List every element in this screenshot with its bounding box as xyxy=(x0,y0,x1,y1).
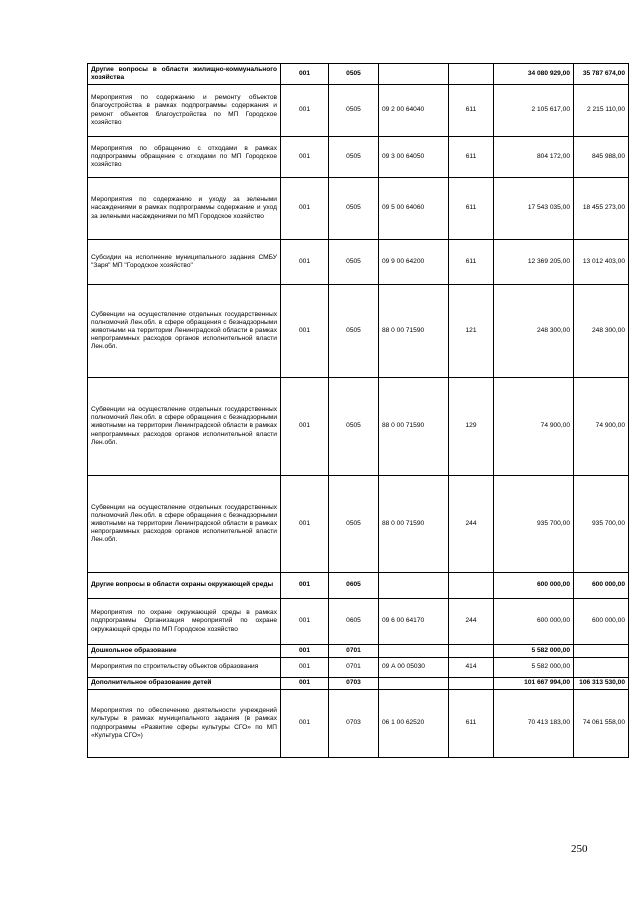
row-amount-1-cell: 5 582 000,00 xyxy=(494,645,574,658)
row-amount-1-cell: 74 900,00 xyxy=(494,378,574,476)
row-amount-1-cell: 34 080 929,00 xyxy=(494,64,574,85)
table-row xyxy=(88,178,629,240)
table-row xyxy=(88,645,629,658)
table-row xyxy=(88,599,629,645)
table-row xyxy=(88,85,629,137)
row-name-cell: Дошкольное образование xyxy=(88,645,281,658)
row-admin-code-cell: 001 xyxy=(281,64,329,85)
row-amount-1-cell: 101 667 994,00 xyxy=(494,678,574,690)
row-admin-code-cell: 001 xyxy=(281,678,329,690)
row-name-cell: Субвенции на осуществление отдельных государственных полномочий Лен.обл. в сфере обращения с безнадзорными животными на территории Ленинградской области в рамках непрограммных расходов органов исполнительной власти Лен.обл. xyxy=(88,476,281,573)
row-name-cell: Субвенции на осуществление отдельных государственных полномочий Лен.обл. в сфере обращения с безнадзорными животными на территории Ленинградской области в рамках непрограммных расходов органов исполнительной власти Лен.обл. xyxy=(88,378,281,476)
row-amount-1-cell: 5 582 000,00 xyxy=(494,658,574,678)
row-admin-code-cell: 001 xyxy=(281,573,329,599)
row-section-code-cell: 0703 xyxy=(329,690,379,758)
row-amount-1-cell: 12 369 205,00 xyxy=(494,240,574,285)
row-target-code-cell: 09 А 00 05030 xyxy=(379,658,449,678)
row-name-cell: Мероприятия по содержанию и ремонту объектов благоустройства в рамках подпрограммы содержания и ремонт объектов благоустройства по МП Городское хозяйство xyxy=(88,85,281,137)
row-admin-code-cell: 001 xyxy=(281,378,329,476)
table-row xyxy=(88,64,629,85)
row-expense-type-cell: 244 xyxy=(449,599,494,645)
row-target-code-cell: 88 0 00 71590 xyxy=(379,285,449,378)
budget-table xyxy=(87,63,629,758)
row-name-cell: Мероприятия по охране окружающей среды в рамках подпрограммы Организация мероприятий по охране окружающей среды по МП Городское хозяйство xyxy=(88,599,281,645)
row-target-code-cell: 88 0 00 71590 xyxy=(379,476,449,573)
row-amount-2-cell: 600 000,00 xyxy=(574,599,629,645)
row-amount-2-cell: 248 300,00 xyxy=(574,285,629,378)
row-section-code-cell: 0701 xyxy=(329,645,379,658)
row-section-code-cell: 0505 xyxy=(329,137,379,178)
table-row xyxy=(88,378,629,476)
table-row xyxy=(88,285,629,378)
row-amount-1-cell: 600 000,00 xyxy=(494,599,574,645)
row-amount-1-cell: 248 300,00 xyxy=(494,285,574,378)
row-target-code-cell xyxy=(379,678,449,690)
table-row xyxy=(88,573,629,599)
row-admin-code-cell: 001 xyxy=(281,645,329,658)
table-row xyxy=(88,240,629,285)
row-target-code-cell: 09 3 00 64050 xyxy=(379,137,449,178)
row-expense-type-cell: 121 xyxy=(449,285,494,378)
row-expense-type-cell: 244 xyxy=(449,476,494,573)
row-name-cell: Субсидии на исполнение муниципального задания СМБУ "Заря" МП "Городское хозяйство" xyxy=(88,240,281,285)
row-admin-code-cell: 001 xyxy=(281,85,329,137)
row-section-code-cell: 0505 xyxy=(329,476,379,573)
row-name-cell: Другие вопросы в области охраны окружающей среды xyxy=(88,573,281,599)
row-amount-1-cell: 70 413 183,00 xyxy=(494,690,574,758)
table-row xyxy=(88,476,629,573)
row-name-cell: Мероприятия по строительству объектов образования xyxy=(88,658,281,678)
row-amount-2-cell: 35 787 674,00 xyxy=(574,64,629,85)
row-expense-type-cell: 129 xyxy=(449,378,494,476)
row-amount-2-cell: 106 313 530,00 xyxy=(574,678,629,690)
row-section-code-cell: 0505 xyxy=(329,64,379,85)
row-name-cell: Мероприятия по обращению с отходами в рамках подпрограммы обращение с отходами по МП Городское хозяйство xyxy=(88,137,281,178)
row-amount-1-cell: 2 105 617,00 xyxy=(494,85,574,137)
row-expense-type-cell xyxy=(449,678,494,690)
row-name-cell: Дополнительное образование детей xyxy=(88,678,281,690)
row-expense-type-cell xyxy=(449,573,494,599)
row-target-code-cell xyxy=(379,64,449,85)
row-name-cell: Другие вопросы в области жилищно-коммунального хозяйства xyxy=(88,64,281,85)
row-admin-code-cell: 001 xyxy=(281,599,329,645)
row-expense-type-cell: 611 xyxy=(449,178,494,240)
page-number: 250 xyxy=(571,843,588,855)
row-amount-2-cell: 845 988,00 xyxy=(574,137,629,178)
row-target-code-cell: 09 2 00 64040 xyxy=(379,85,449,137)
row-admin-code-cell: 001 xyxy=(281,178,329,240)
row-expense-type-cell: 611 xyxy=(449,690,494,758)
row-amount-2-cell: 74 900,00 xyxy=(574,378,629,476)
row-amount-1-cell: 935 700,00 xyxy=(494,476,574,573)
row-target-code-cell xyxy=(379,573,449,599)
row-section-code-cell: 0505 xyxy=(329,285,379,378)
row-section-code-cell: 0701 xyxy=(329,658,379,678)
row-amount-2-cell xyxy=(574,658,629,678)
table-row xyxy=(88,658,629,678)
row-admin-code-cell: 001 xyxy=(281,690,329,758)
row-target-code-cell: 06 1 00 62520 xyxy=(379,690,449,758)
row-name-cell: Мероприятия по содержанию и уходу за зелеными насаждениями в рамках подпрограммы содержание и уход за зелеными насаждениями по МП Городское хозяйство xyxy=(88,178,281,240)
row-expense-type-cell: 611 xyxy=(449,85,494,137)
row-amount-2-cell: 74 061 558,00 xyxy=(574,690,629,758)
row-expense-type-cell: 611 xyxy=(449,240,494,285)
row-section-code-cell: 0505 xyxy=(329,378,379,476)
row-admin-code-cell: 001 xyxy=(281,240,329,285)
row-target-code-cell: 09 5 00 64060 xyxy=(379,178,449,240)
row-section-code-cell: 0605 xyxy=(329,599,379,645)
table-body xyxy=(88,64,629,758)
row-amount-1-cell: 804 172,00 xyxy=(494,137,574,178)
row-admin-code-cell: 001 xyxy=(281,658,329,678)
row-name-cell: Субвенции на осуществление отдельных государственных полномочий Лен.обл. в сфере обращения с безнадзорными животными на территории Ленинградской области в рамках непрограммных расходов органов исполнительной власти Лен.обл. xyxy=(88,285,281,378)
row-admin-code-cell: 001 xyxy=(281,476,329,573)
row-amount-2-cell: 13 012 403,00 xyxy=(574,240,629,285)
row-target-code-cell: 09 6 00 64170 xyxy=(379,599,449,645)
table-row xyxy=(88,690,629,758)
row-amount-1-cell: 600 000,00 xyxy=(494,573,574,599)
row-amount-2-cell: 2 215 110,00 xyxy=(574,85,629,137)
row-expense-type-cell xyxy=(449,645,494,658)
row-section-code-cell: 0605 xyxy=(329,573,379,599)
row-amount-1-cell: 17 543 035,00 xyxy=(494,178,574,240)
row-section-code-cell: 0505 xyxy=(329,85,379,137)
row-amount-2-cell: 935 700,00 xyxy=(574,476,629,573)
row-target-code-cell xyxy=(379,645,449,658)
row-section-code-cell: 0703 xyxy=(329,678,379,690)
row-target-code-cell: 88 0 00 71590 xyxy=(379,378,449,476)
row-expense-type-cell: 414 xyxy=(449,658,494,678)
table-row xyxy=(88,137,629,178)
row-section-code-cell: 0505 xyxy=(329,240,379,285)
row-section-code-cell: 0505 xyxy=(329,178,379,240)
row-expense-type-cell xyxy=(449,64,494,85)
row-target-code-cell: 09 9 00 64200 xyxy=(379,240,449,285)
table-row xyxy=(88,678,629,690)
row-amount-2-cell xyxy=(574,645,629,658)
row-name-cell: Мероприятия по обеспечению деятельности учреждений культуры в рамках муниципального задания (в рамках подпрограммы «Развитие сферы культуры СГО» по МП «Культура СГО») xyxy=(88,690,281,758)
row-amount-2-cell: 18 455 273,00 xyxy=(574,178,629,240)
row-expense-type-cell: 611 xyxy=(449,137,494,178)
row-admin-code-cell: 001 xyxy=(281,137,329,178)
row-amount-2-cell: 600 000,00 xyxy=(574,573,629,599)
row-admin-code-cell: 001 xyxy=(281,285,329,378)
